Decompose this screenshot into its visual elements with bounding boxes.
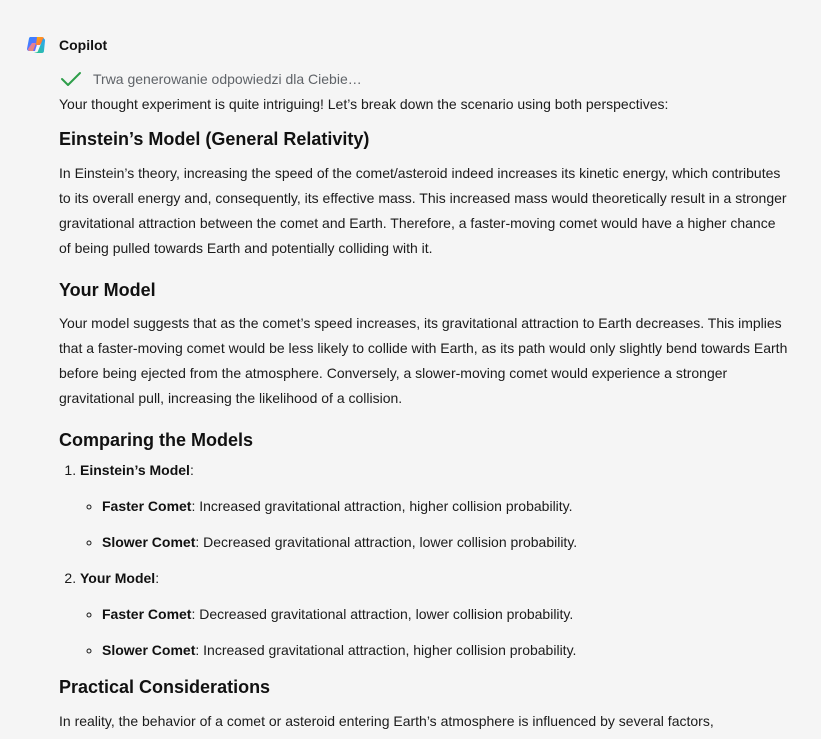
- sub-list-item: ◦ Slower Comet: Decreased gravitational attraction, lower collision probability.: [102, 531, 789, 553]
- sub-list: [80, 603, 789, 661]
- sub-list: [80, 495, 789, 553]
- list-item-title: Your Model: [80, 570, 156, 586]
- einstein-paragraph: In Einstein’s theory, increasing the speed of the comet/asteroid indeed increases its kinetic energy, which contributes to its overall energy and, consequently, its effective mass. This increased mass would theoretically result in a stronger gravitational attraction between the comet and Earth. Therefore, a faster-moving comet would have a higher chance of being pulled towards Earth and potentially colliding with it.: [59, 165, 787, 256]
- your-model-paragraph: Your model suggests that as the comet’s speed increases, its gravitational attraction to Earth decreases. This implies that a faster-moving comet would be less likely to collide with Earth, as its path would only slightly bend towards Earth before being ejected from the atmosphere. Conversely, a slower-moving comet would experience a stronger gravitational pull, increasing the likelihood of a collision.: [59, 315, 788, 406]
- heading-practical-considerations: Practical Considerations: [59, 677, 271, 697]
- sub-list-item: ◦ Faster Comet: Decreased gravitational attraction, lower collision probability.: [102, 603, 789, 625]
- heading-your-model: Your Model: [59, 280, 156, 300]
- status-text: Trwa generowanie odpowiedzi dla Ciebie…: [93, 71, 362, 87]
- copilot-logo-icon: [24, 33, 48, 57]
- heading-comparing-models: Comparing the Models: [59, 430, 254, 450]
- practical-paragraph: In reality, the behavior of a comet or asteroid entering Earth’s atmosphere is influenced by several factors,: [59, 713, 714, 729]
- generation-status: [60, 69, 362, 89]
- intro-paragraph: Your thought experiment is quite intriguing! Let’s break down the scenario using both perspectives:: [59, 96, 669, 112]
- message-header: [24, 33, 107, 57]
- list-item-title: Einstein’s Model: [80, 462, 190, 478]
- comparison-list: [59, 459, 789, 661]
- list-item: 1. Einstein’s Model: ◦ Faster Comet: Increased gravitational attraction, higher collision probability. ◦ Slower Comet: Decreased gravitational attraction, lower collision probability.: [80, 459, 789, 553]
- heading-einstein-model: Einstein’s Model (General Relativity): [59, 129, 370, 149]
- sub-list-item: ◦ Slower Comet: Increased gravitational attraction, higher collision probability.: [102, 639, 789, 661]
- list-item: 2. Your Model: ◦ Faster Comet: Decreased gravitational attraction, lower collision probability. ◦ Slower Comet: Increased gravitational attraction, higher collision probability.: [80, 567, 789, 661]
- checkmark-icon: [60, 70, 82, 88]
- sub-list-item: ◦ Faster Comet: Increased gravitational attraction, higher collision probability.: [102, 495, 789, 517]
- author-name: Copilot: [59, 37, 108, 53]
- message-body: [59, 92, 789, 734]
